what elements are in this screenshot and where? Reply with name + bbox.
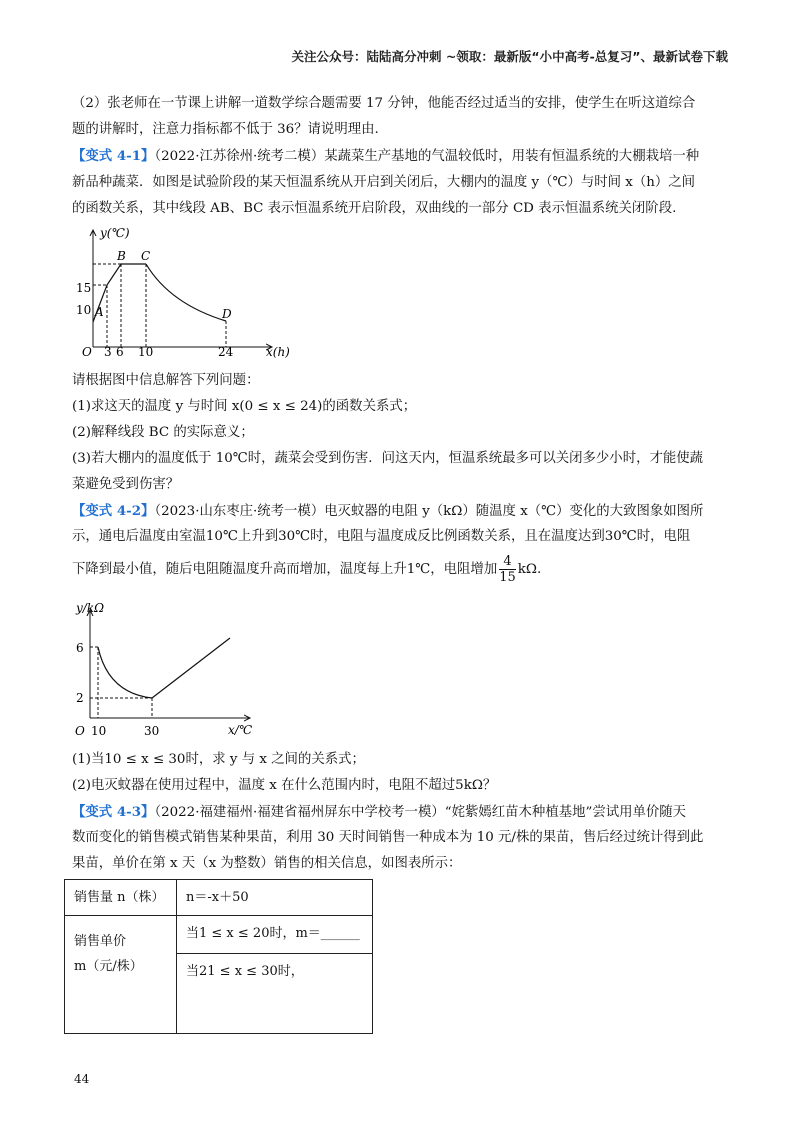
temperature-graph bbox=[72, 224, 297, 364]
resistance-graph bbox=[72, 598, 262, 743]
fraction-4-15 bbox=[499, 554, 516, 585]
intro-line-2: 题的讲解时，注意力指标都不低于 36？请说明理由. bbox=[72, 122, 379, 137]
v42-q2: (2)电灭蚊器在使用过程中，温度 x 在什么范围内时，电阻不超过5kΩ？ bbox=[72, 778, 497, 793]
x-tick-30: 30 bbox=[144, 724, 160, 738]
x-tick-10: 10 bbox=[138, 345, 154, 359]
x-tick-10: 10 bbox=[91, 724, 107, 738]
v42-line-1-text: （2023·山东枣庄·统考一模）电灭蚊器的电阻 y（kΩ）随温度 x（℃）变化的大致图象如图所 bbox=[154, 504, 704, 519]
fraction-den: 15 bbox=[499, 570, 516, 585]
fraction-num: 4 bbox=[499, 554, 516, 570]
v41-q3a: (3)若大棚内的温度低于 10℃时，蔬菜会受到伤害．问这天内，恒温系统最多可以关闭多少小时，才能使蔬 bbox=[72, 451, 704, 466]
origin-label: O bbox=[82, 345, 92, 359]
x-tick-6: 6 bbox=[116, 345, 124, 359]
point-c: C bbox=[141, 249, 151, 263]
intro-line-1: （2）张老师在一节课上讲解一道数学综合题需要 17 分钟，他能否经过适当的安排，使学生在听这道综合 bbox=[72, 96, 696, 111]
page-header: 关注公众号：陆陆高分冲刺 ~领取：最新版“小中高考-总复习”、最新试卷下载 bbox=[291, 49, 728, 64]
v43-line-3: 果苗，单价在第 x 天（x 为整数）销售的相关信息，如图表所示： bbox=[72, 856, 462, 871]
y-tick-15: 15 bbox=[76, 281, 92, 295]
v42-line-3 bbox=[72, 554, 732, 585]
v43-tag: 【变式 4-3】 bbox=[72, 804, 155, 820]
v41-line-1 bbox=[72, 143, 732, 170]
v42-line-3a: 下降到最小值，随后电阻随温度升高而增加，温度每上升1℃，电阻增加 bbox=[72, 562, 498, 577]
y-axis-label: y(℃) bbox=[100, 226, 130, 240]
sales-info-table bbox=[64, 879, 373, 1034]
page-number: 44 bbox=[74, 1072, 90, 1086]
y-tick-10: 10 bbox=[76, 303, 92, 317]
table-cell: 当1 ≤ x ≤ 20时，m＝______ bbox=[177, 916, 373, 954]
table-cell: n＝-x＋50 bbox=[177, 880, 373, 916]
table-row bbox=[65, 880, 373, 916]
v41-tag: 【变式 4-1】 bbox=[72, 148, 155, 164]
v41-prompt: 请根据图中信息解答下列问题： bbox=[72, 373, 260, 388]
price-label-line-1: 销售单价 bbox=[74, 934, 127, 949]
point-b: B bbox=[117, 249, 126, 263]
v42-q1: (1)当10 ≤ x ≤ 30时，求 y 与 x 之间的关系式； bbox=[72, 752, 365, 767]
v43-line-1-text: （2022·福建福州·福建省福州屏东中学校考一模）“姹紫嫣红苗木种植基地”尝试用单价随天 bbox=[154, 805, 687, 820]
y-tick-6: 6 bbox=[76, 641, 84, 655]
v42-line-3b: kΩ. bbox=[517, 562, 542, 577]
v41-q3b: 菜避免受到伤害？ bbox=[72, 477, 180, 492]
y-axis-label: y/kΩ bbox=[76, 601, 105, 615]
origin-label: O bbox=[75, 724, 85, 738]
line-increase bbox=[152, 638, 230, 698]
table-cell: 销售量 n（株） bbox=[65, 880, 177, 916]
curve-inverse bbox=[98, 647, 152, 698]
v41-q2: (2)解释线段 BC 的实际意义； bbox=[72, 425, 254, 440]
curve-cd bbox=[146, 264, 226, 321]
point-d: D bbox=[222, 307, 232, 321]
point-a: A bbox=[95, 305, 104, 319]
x-tick-3: 3 bbox=[104, 345, 112, 359]
x-tick-24: 24 bbox=[218, 345, 234, 359]
v41-q1: (1)求这天的温度 y 与时间 x(0 ≤ x ≤ 24)的函数关系式； bbox=[72, 399, 417, 414]
x-axis-label: x/℃ bbox=[228, 723, 253, 737]
table-row bbox=[65, 916, 373, 954]
y-tick-2: 2 bbox=[76, 691, 84, 705]
v41-line-3: 的函数关系，其中线段 AB、BC 表示恒温系统开启阶段，双曲线的一部分 CD 表示恒温系统关闭阶段. bbox=[72, 201, 677, 216]
table-cell bbox=[65, 916, 177, 1034]
table-cell: 当21 ≤ x ≤ 30时， bbox=[177, 954, 373, 1034]
v43-line-2: 数而变化的销售模式销售某种果苗，利用 30 天时间销售一种成本为 10 元/株的果苗，售后经过统计得到此 bbox=[72, 830, 704, 845]
price-label-line-2: m（元/株） bbox=[74, 959, 143, 974]
v42-line-2: 示，通电后温度由室温10℃上升到30℃时，电阻与温度成反比例函数关系，且在温度达到30℃时，电阻 bbox=[72, 529, 691, 544]
v43-line-1 bbox=[72, 799, 732, 826]
x-axis-label: x(h) bbox=[266, 345, 290, 359]
v42-line-1 bbox=[72, 498, 732, 525]
v42-tag: 【变式 4-2】 bbox=[72, 503, 155, 519]
v41-line-1-text: （2022·江苏徐州·统考二模）某蔬菜生产基地的气温较低时，用装有恒温系统的大棚栽培一种 bbox=[154, 149, 700, 164]
v41-line-2: 新品种蔬菜．如图是试验阶段的某天恒温系统从开启到关闭后，大棚内的温度 y（℃）与时间 x（h）之间 bbox=[72, 175, 696, 190]
